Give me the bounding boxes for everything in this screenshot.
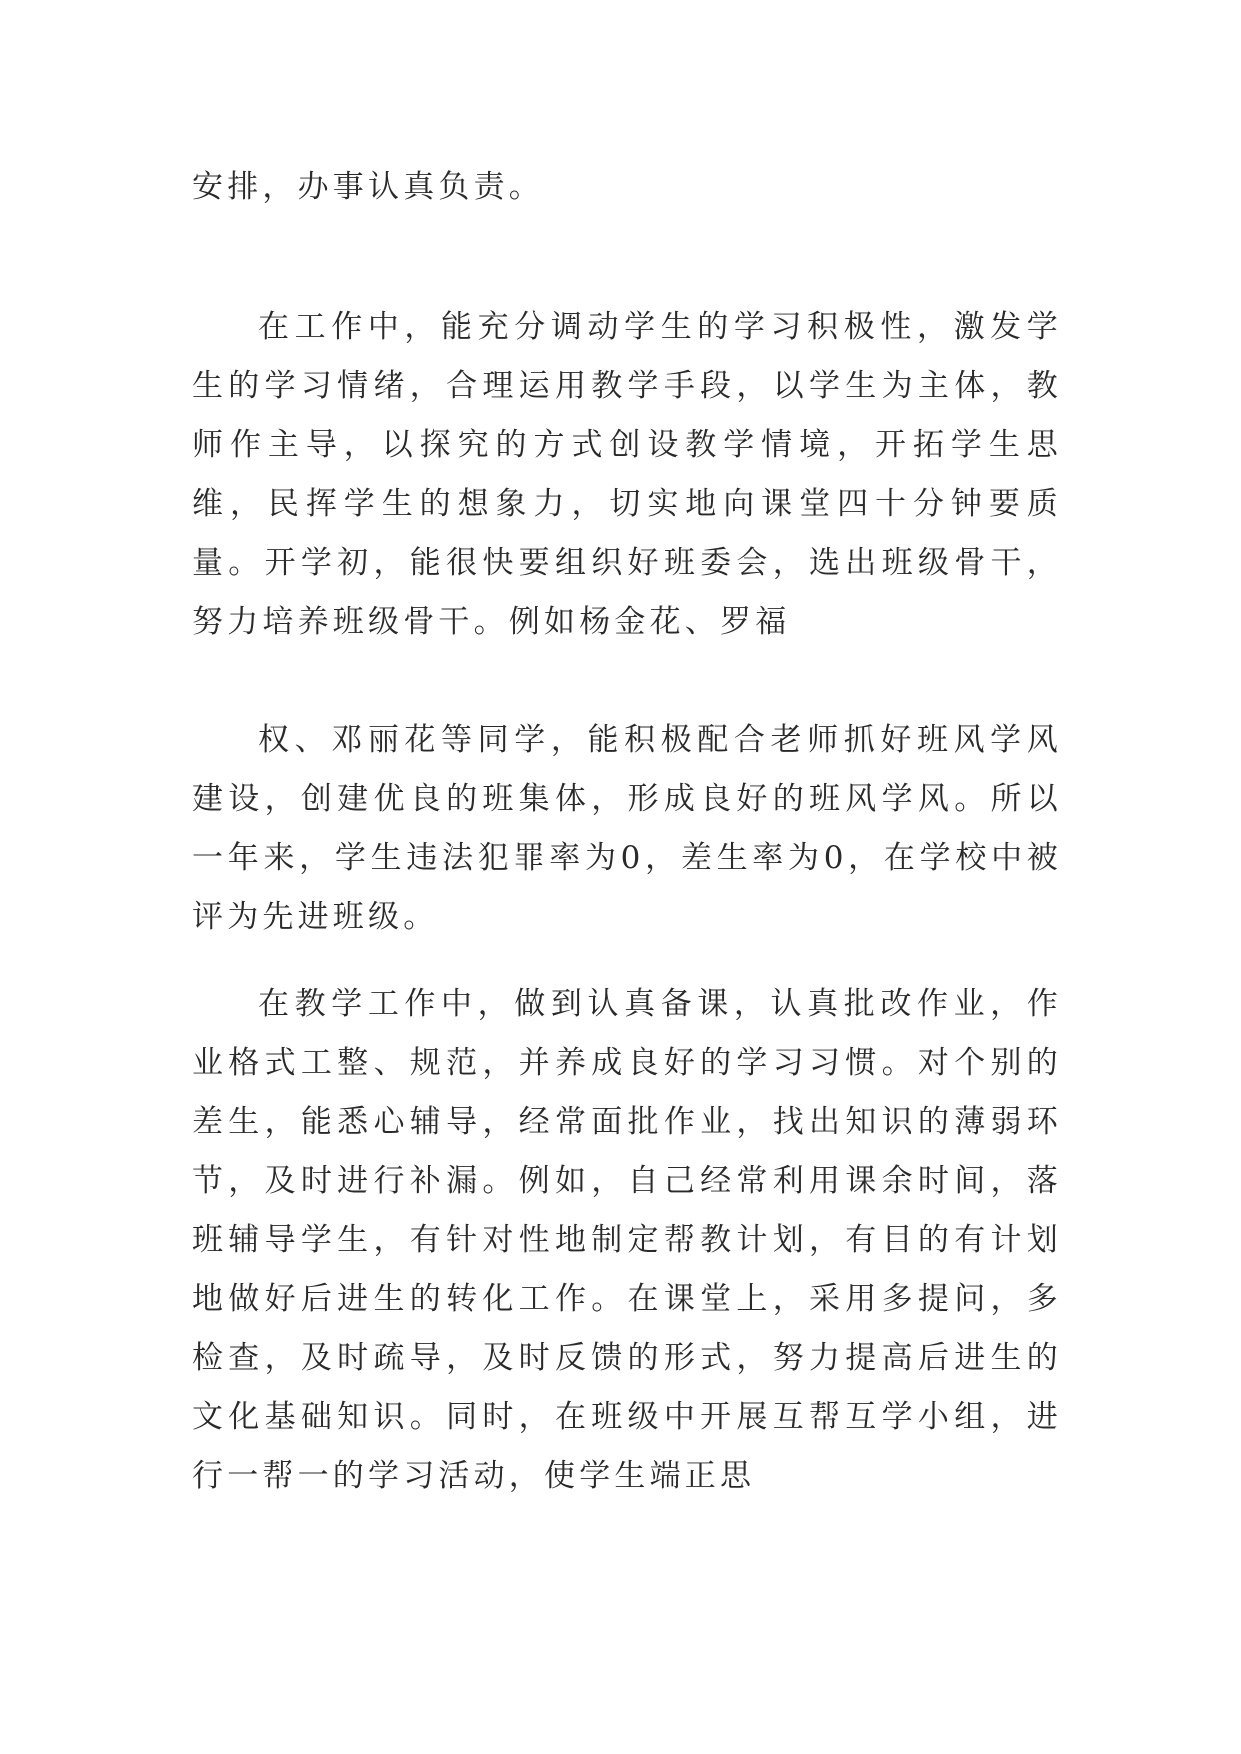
paragraph-class-building: 权、邓丽花等同学，能积极配合老师抓好班风学风建设，创建优良的班集体，形成良好的班风学风。所以一年来，学生违法犯罪率为0，差生率为0，在学校中被评为先进班级。: [192, 722, 1062, 935]
paragraph-teaching-work: 在教学工作中，做到认真备课，认真批改作业，作业格式工整、规范，并养成良好的学习习惯。对个别的差生，能悉心辅导，经常面批作业，找出知识的薄弱环节，及时进行补漏。例如，自己经常利用课余时间，落班辅导学生，有针对性地制定帮教计划，有目的有计划地做好后进生的转化工作。在课堂上，采用多提问，多检查，及时疏导，及时反馈的形式，努力提高后进生的文化基础知识。同时，在班级中开展互帮互学小组，进行一帮一的学习活动，使学生端正思: [192, 986, 1062, 1494]
paragraph-work-methods: 在工作中，能充分调动学生的学习积极性，激发学生的学习情绪，合理运用教学手段，以学生为主体，教师作主导，以探究的方式创设教学情境，开拓学生思维，民挥学生的想象力，切实地向课堂四十分钟要质量。开学初，能很快要组织好班委会，选出班级骨干，努力培养班级骨干。例如杨金花、罗福: [192, 309, 1062, 640]
paragraph-continuation: 安排，办事认真负责。: [192, 169, 544, 205]
